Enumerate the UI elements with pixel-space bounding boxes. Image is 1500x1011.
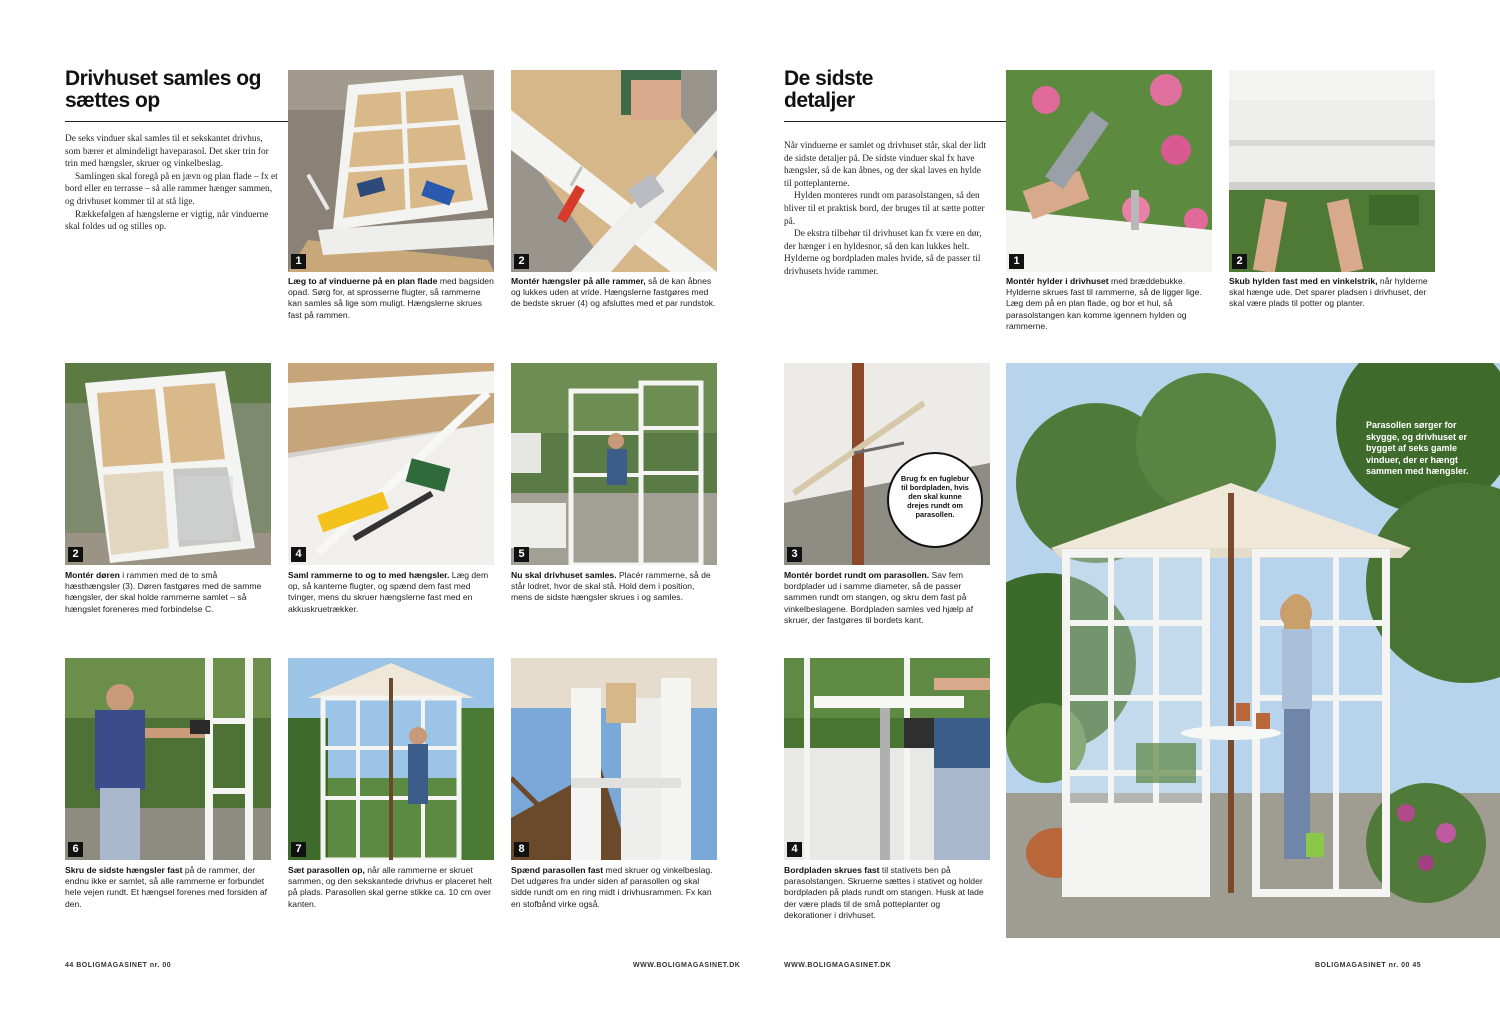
- step-caption: [1006, 276, 1212, 332]
- left-intro-text: [65, 133, 278, 234]
- step-number-badge: 8: [514, 842, 529, 857]
- step-caption: [65, 570, 271, 615]
- page-footer-left: 44 BOLIGMAGASINET nr. 00: [65, 962, 172, 969]
- step-caption-text: på de rammer, der endnu ikke er samlet, så alle rammerne er forbundet hele vejen rundt. Et hængsel forenes med forsiden af den.: [65, 865, 268, 909]
- hero-photo-caption: Parasollen sørger for skygge, og drivhuset er bygget af seks gamle vinduer, der er hængt sammen med hængsler.: [1366, 420, 1469, 476]
- step-caption-lead: Saml rammerne to og to med hængsler.: [288, 570, 450, 580]
- step-photo-hinge-closeup: [511, 70, 717, 272]
- step-caption-text: så de kan åbnes og lukkes uden at vride. Hængslerne fastgøres med de bedste skruer (4) og afsluttes med et par rundstok.: [511, 276, 716, 309]
- step-caption-text: når hylderne skal hænge ude. Det sparer pladsen i drivhuset, der skal være plads til potter og planter.: [1229, 276, 1428, 309]
- step-photo-umbrella-mount: [511, 658, 717, 860]
- step-number-badge: 3: [787, 547, 802, 562]
- step-caption-text: Placér rammerne, så de står lodret, hvor de skal stå. Hold dem i position, mens de sidste hængsler skrues i og samles.: [511, 570, 711, 603]
- right-intro-text: [784, 140, 990, 279]
- step-photo-man-screwing: [65, 658, 271, 860]
- step-caption: [784, 865, 990, 921]
- step-caption: [65, 865, 271, 910]
- step-caption: [784, 570, 990, 626]
- step-photo-shelf-underside: [1229, 70, 1435, 272]
- step-number-badge: 6: [68, 842, 83, 857]
- left-intro-paragraph: De seks vinduer skal samles til et sekskantet drivhus, som bærer et almindeligt haveparasol. Det sker trin for trin med hængsler, skruer og vinkelbeslag.: [65, 134, 269, 170]
- step-caption-lead: Skru de sidste hængsler fast: [65, 865, 183, 875]
- tip-bubble: Brug fx en fuglebur til bordpladen, hvis den skal kunne drejes rundt om parasollen.: [887, 452, 983, 548]
- step-caption-text: Sav fem bordplader ud i samme diameter, så de passer sammen rundt om stangen, og skru dem fast på vinkelbeslagene. Bordpladen samles ved hjælp af skruer, der fastgøres til bordets kant.: [784, 570, 974, 625]
- step-photo-frames-with-clamp: [288, 363, 494, 565]
- step-photo-frames-on-table: [288, 70, 494, 272]
- step-caption-text: med bræddebukke. Hylderne skrues fast til rammerne, så de ligger lige. Læg dem på en plan flade, og bor et hul, så parasolstangen kan komme igennem hylden og rammerne.: [1006, 276, 1202, 331]
- page-footer-right: BOLIGMAGASINET nr. 00 45: [1315, 962, 1422, 969]
- step-number-badge: 2: [68, 547, 83, 562]
- left-intro-paragraph: Samlingen skal foregå på en jævn og plan flade – fx et bord eller en terrasse – så alle rammer hænger sammen, og drivhuset kommer til at stå lige.: [65, 171, 278, 207]
- step-caption-text: til stativets ben på parasolstangen. Skruerne sættes i stativet og holder bordpladen på plads rundt om stangen. Husk at lade der være plads til de små potteplanter og dekorationer i drivhuset.: [784, 865, 984, 920]
- step-caption-text: med bagsiden opad. Sørg for, at sprosserne flugter, så rammerne kan samles så lige som muligt. Hængslerne skrues fast på rammen.: [288, 276, 494, 320]
- right-intro-paragraph: Hylden monteres rundt om parasolstangen, så den bliver til et praktisk bord, der bruges til at sætte potter på.: [784, 191, 985, 227]
- step-photo-table-on-pole: [784, 658, 990, 860]
- page-footer-right-url: WWW.BOLIGMAGASINET.DK: [784, 962, 892, 969]
- step-caption-lead: Montér hængsler på alle rammer,: [511, 276, 646, 286]
- step-number-badge: 7: [291, 842, 306, 857]
- step-number-badge: 4: [291, 547, 306, 562]
- step-caption-text: i rammen med de to små hæsthængsler (3). Døren fastgøres med de samme hængsler, der skal holde rammerne samlet – så hængslet foreneres med forbindelse C.: [65, 570, 262, 614]
- step-photo-umbrella-greenhouse: [288, 658, 494, 860]
- step-caption-lead: Spænd parasollen fast: [511, 865, 604, 875]
- step-caption-lead: Læg to af vinduerne på en plan flade: [288, 276, 438, 286]
- step-caption-lead: Montér hylder i drivhuset: [1006, 276, 1109, 286]
- step-caption: [288, 276, 494, 321]
- step-caption: [511, 865, 717, 910]
- page-footer-center: WWW.BOLIGMAGASINET.DK: [633, 962, 741, 969]
- right-page-heading: De sidste detaljer: [784, 67, 873, 112]
- right-intro-paragraph: De ekstra tilbehør til drivhuset kan fx være en dør, der hænger i en hyldesnor, så den kan lukkes helt. Hylderne og bordpladen males hvide, så de passer til drivhusets hvide rammer.: [784, 229, 982, 277]
- step-caption-lead: Skub hylden fast med en vinkelstrik,: [1229, 276, 1378, 286]
- step-number-badge: 2: [514, 254, 529, 269]
- step-caption-lead: Bordpladen skrues fast: [784, 865, 880, 875]
- hero-photo-greenhouse: [1006, 363, 1500, 938]
- step-caption-lead: Nu skal drivhuset samles.: [511, 570, 617, 580]
- step-number-badge: 5: [514, 547, 529, 562]
- step-caption-text: Læg dem op, så kanterne flugter, og spænd dem fast med tvinger, mens du skruer hængslerne fast med en akkuskruetrækker.: [288, 570, 489, 614]
- left-heading-rule: [65, 121, 288, 122]
- left-page-heading: Drivhuset samles og sættes op: [65, 67, 261, 112]
- step-caption-lead: Montér bordet rundt om parasollen.: [784, 570, 930, 580]
- step-caption-lead: Montér døren: [65, 570, 120, 580]
- step-number-badge: 1: [291, 254, 306, 269]
- step-number-badge: 1: [1009, 254, 1024, 269]
- step-caption: [288, 865, 494, 910]
- step-caption: [511, 276, 717, 310]
- step-caption-lead: Sæt parasollen op,: [288, 865, 365, 875]
- step-caption: [1229, 276, 1435, 310]
- right-heading-rule: [784, 121, 1007, 122]
- right-intro-paragraph: Når vinduerne er samlet og drivhuset står, skal der lidt de sidste detaljer på. De sidste vinduer skal fx have hængsler, så de kan åbnes, og der skal laves en hylde til potteplanterne.: [784, 141, 987, 189]
- step-caption: [511, 570, 717, 604]
- step-caption-text: når alle rammerne er skruet sammen, og den sekskantede drivhus er placeret helt på plads. Parasollen skal gerne stikke ca. 10 cm over kanten.: [288, 865, 492, 909]
- step-caption: [288, 570, 494, 615]
- step-number-badge: 4: [787, 842, 802, 857]
- step-photo-standing-frames: [511, 363, 717, 565]
- step-caption-text: med skruer og vinkelbeslag. Det udgøres fra under siden af parasollen og skal sidde rundt om en ring midt i drivhusrammen. Fx kan en stofbånd virke også.: [511, 865, 713, 909]
- step-photo-drilling-shelf: [1006, 70, 1212, 272]
- step-photo-door-frame: [65, 363, 271, 565]
- step-number-badge: 2: [1232, 254, 1247, 269]
- left-intro-paragraph: Rækkefølgen af hængslerne er vigtig, når vinduerne skal foldes ud og stilles op.: [65, 209, 269, 233]
- left-page: [0, 0, 745, 1011]
- right-page: [745, 0, 1500, 1011]
